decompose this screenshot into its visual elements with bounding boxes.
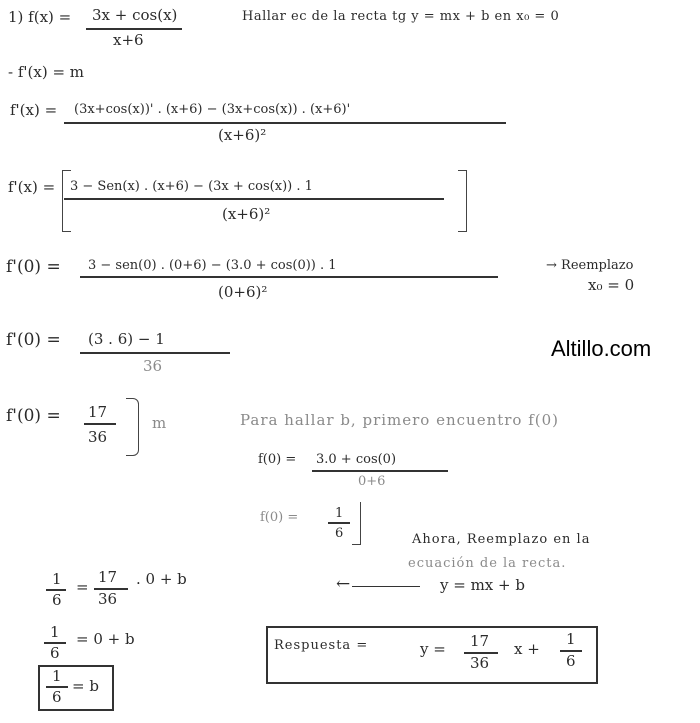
step3-left-bracket: [62, 170, 71, 232]
step2-denominator: (x+6)²: [218, 126, 267, 144]
solve2-numerator: 1: [50, 623, 60, 641]
solve1-equals: =: [76, 578, 89, 596]
partb-line-equation: y = mx + b: [440, 576, 525, 594]
step4-note-replace: → Reemplazo: [546, 258, 634, 273]
partb-intro: Para hallar b, primero encuentro f(0): [240, 411, 560, 429]
answer-y: y =: [420, 640, 446, 658]
f0b-bracket: [352, 502, 361, 545]
step5-denominator: 36: [143, 357, 163, 375]
step3-denominator: (x+6)²: [222, 205, 271, 223]
step5-numerator: (3 . 6) − 1: [88, 330, 165, 348]
result-b-tail: = b: [72, 677, 99, 695]
watermark: Altillo.com: [551, 336, 652, 361]
problem-numerator: 3x + cos(x): [92, 6, 178, 24]
answer-m-numerator: 17: [470, 632, 490, 650]
solve1-left-denominator: 6: [52, 591, 62, 609]
partb-arrow: ←: [336, 574, 351, 594]
step4-lhs: f'(0) =: [6, 257, 61, 277]
step2-numerator: (3x+cos(x))' . (x+6) − (3x+cos(x)) . (x+6)': [74, 102, 351, 117]
step6-m-tag: m: [152, 414, 167, 432]
f0b-numerator: 1: [335, 506, 344, 521]
step2-lhs: f'(x) =: [10, 101, 58, 119]
step1-text: - f'(x) = m: [8, 63, 85, 81]
solve1-m-numerator: 17: [98, 568, 118, 586]
step4-note-x0: x₀ = 0: [588, 276, 635, 294]
step6-denominator: 36: [88, 428, 108, 446]
result-b-numerator: 1: [52, 667, 62, 685]
f0-numerator: 3.0 + cos(0): [316, 452, 397, 467]
step4-denominator: (0+6)²: [218, 283, 268, 301]
step3-fraction-bar: [64, 198, 444, 200]
step5-lhs: f'(0) =: [6, 330, 61, 350]
answer-x-plus: x +: [514, 640, 540, 658]
step3-lhs: f'(x) =: [8, 178, 56, 196]
f0b-denominator: 6: [335, 526, 344, 541]
step3-right-bracket: [458, 170, 467, 232]
solve1-tail: . 0 + b: [136, 570, 187, 588]
step6-numerator: 17: [88, 403, 108, 421]
step2-fraction-bar: [64, 122, 506, 124]
step4-numerator: 3 − sen(0) . (0+6) − (3.0 + cos(0)) . 1: [88, 258, 337, 273]
solve1-left-numerator: 1: [52, 570, 62, 588]
step6-lhs: f'(0) =: [6, 406, 61, 426]
f0b-lhs: f(0) =: [260, 510, 299, 525]
step5-fraction-bar: [80, 352, 230, 354]
f0-denominator: 0+6: [358, 474, 386, 489]
answer-m-denominator: 36: [470, 654, 490, 672]
problem-heading: 1) f(x) =: [8, 8, 72, 26]
step6-bracket: [126, 398, 139, 456]
answer-b-denominator: 6: [566, 652, 576, 670]
answer-label: Respuesta =: [274, 638, 369, 653]
step6-fraction-bar: [84, 423, 116, 425]
problem-statement: Hallar ec de la recta tg y = mx + b en x₀ = 0: [242, 9, 560, 24]
problem-denominator: x+6: [113, 31, 144, 49]
result-b-denominator: 6: [52, 688, 62, 706]
partb-replace-line2: ecuación de la recta.: [408, 556, 567, 571]
f0-lhs: f(0) =: [258, 452, 297, 467]
f0-fraction-bar: [312, 470, 448, 472]
solve1-m-denominator: 36: [98, 590, 118, 608]
answer-b-numerator: 1: [566, 630, 576, 648]
partb-arrow-shaft: [352, 586, 420, 587]
problem-fraction-bar: [86, 28, 182, 30]
solve2-denominator: 6: [50, 644, 60, 662]
step3-numerator: 3 − Sen(x) . (x+6) − (3x + cos(x)) . 1: [70, 179, 313, 194]
partb-replace-line1: Ahora, Reemplazo en la: [412, 532, 591, 547]
step4-fraction-bar: [80, 276, 498, 278]
f0b-fraction-bar: [328, 522, 350, 524]
solve2-tail: = 0 + b: [76, 630, 135, 648]
